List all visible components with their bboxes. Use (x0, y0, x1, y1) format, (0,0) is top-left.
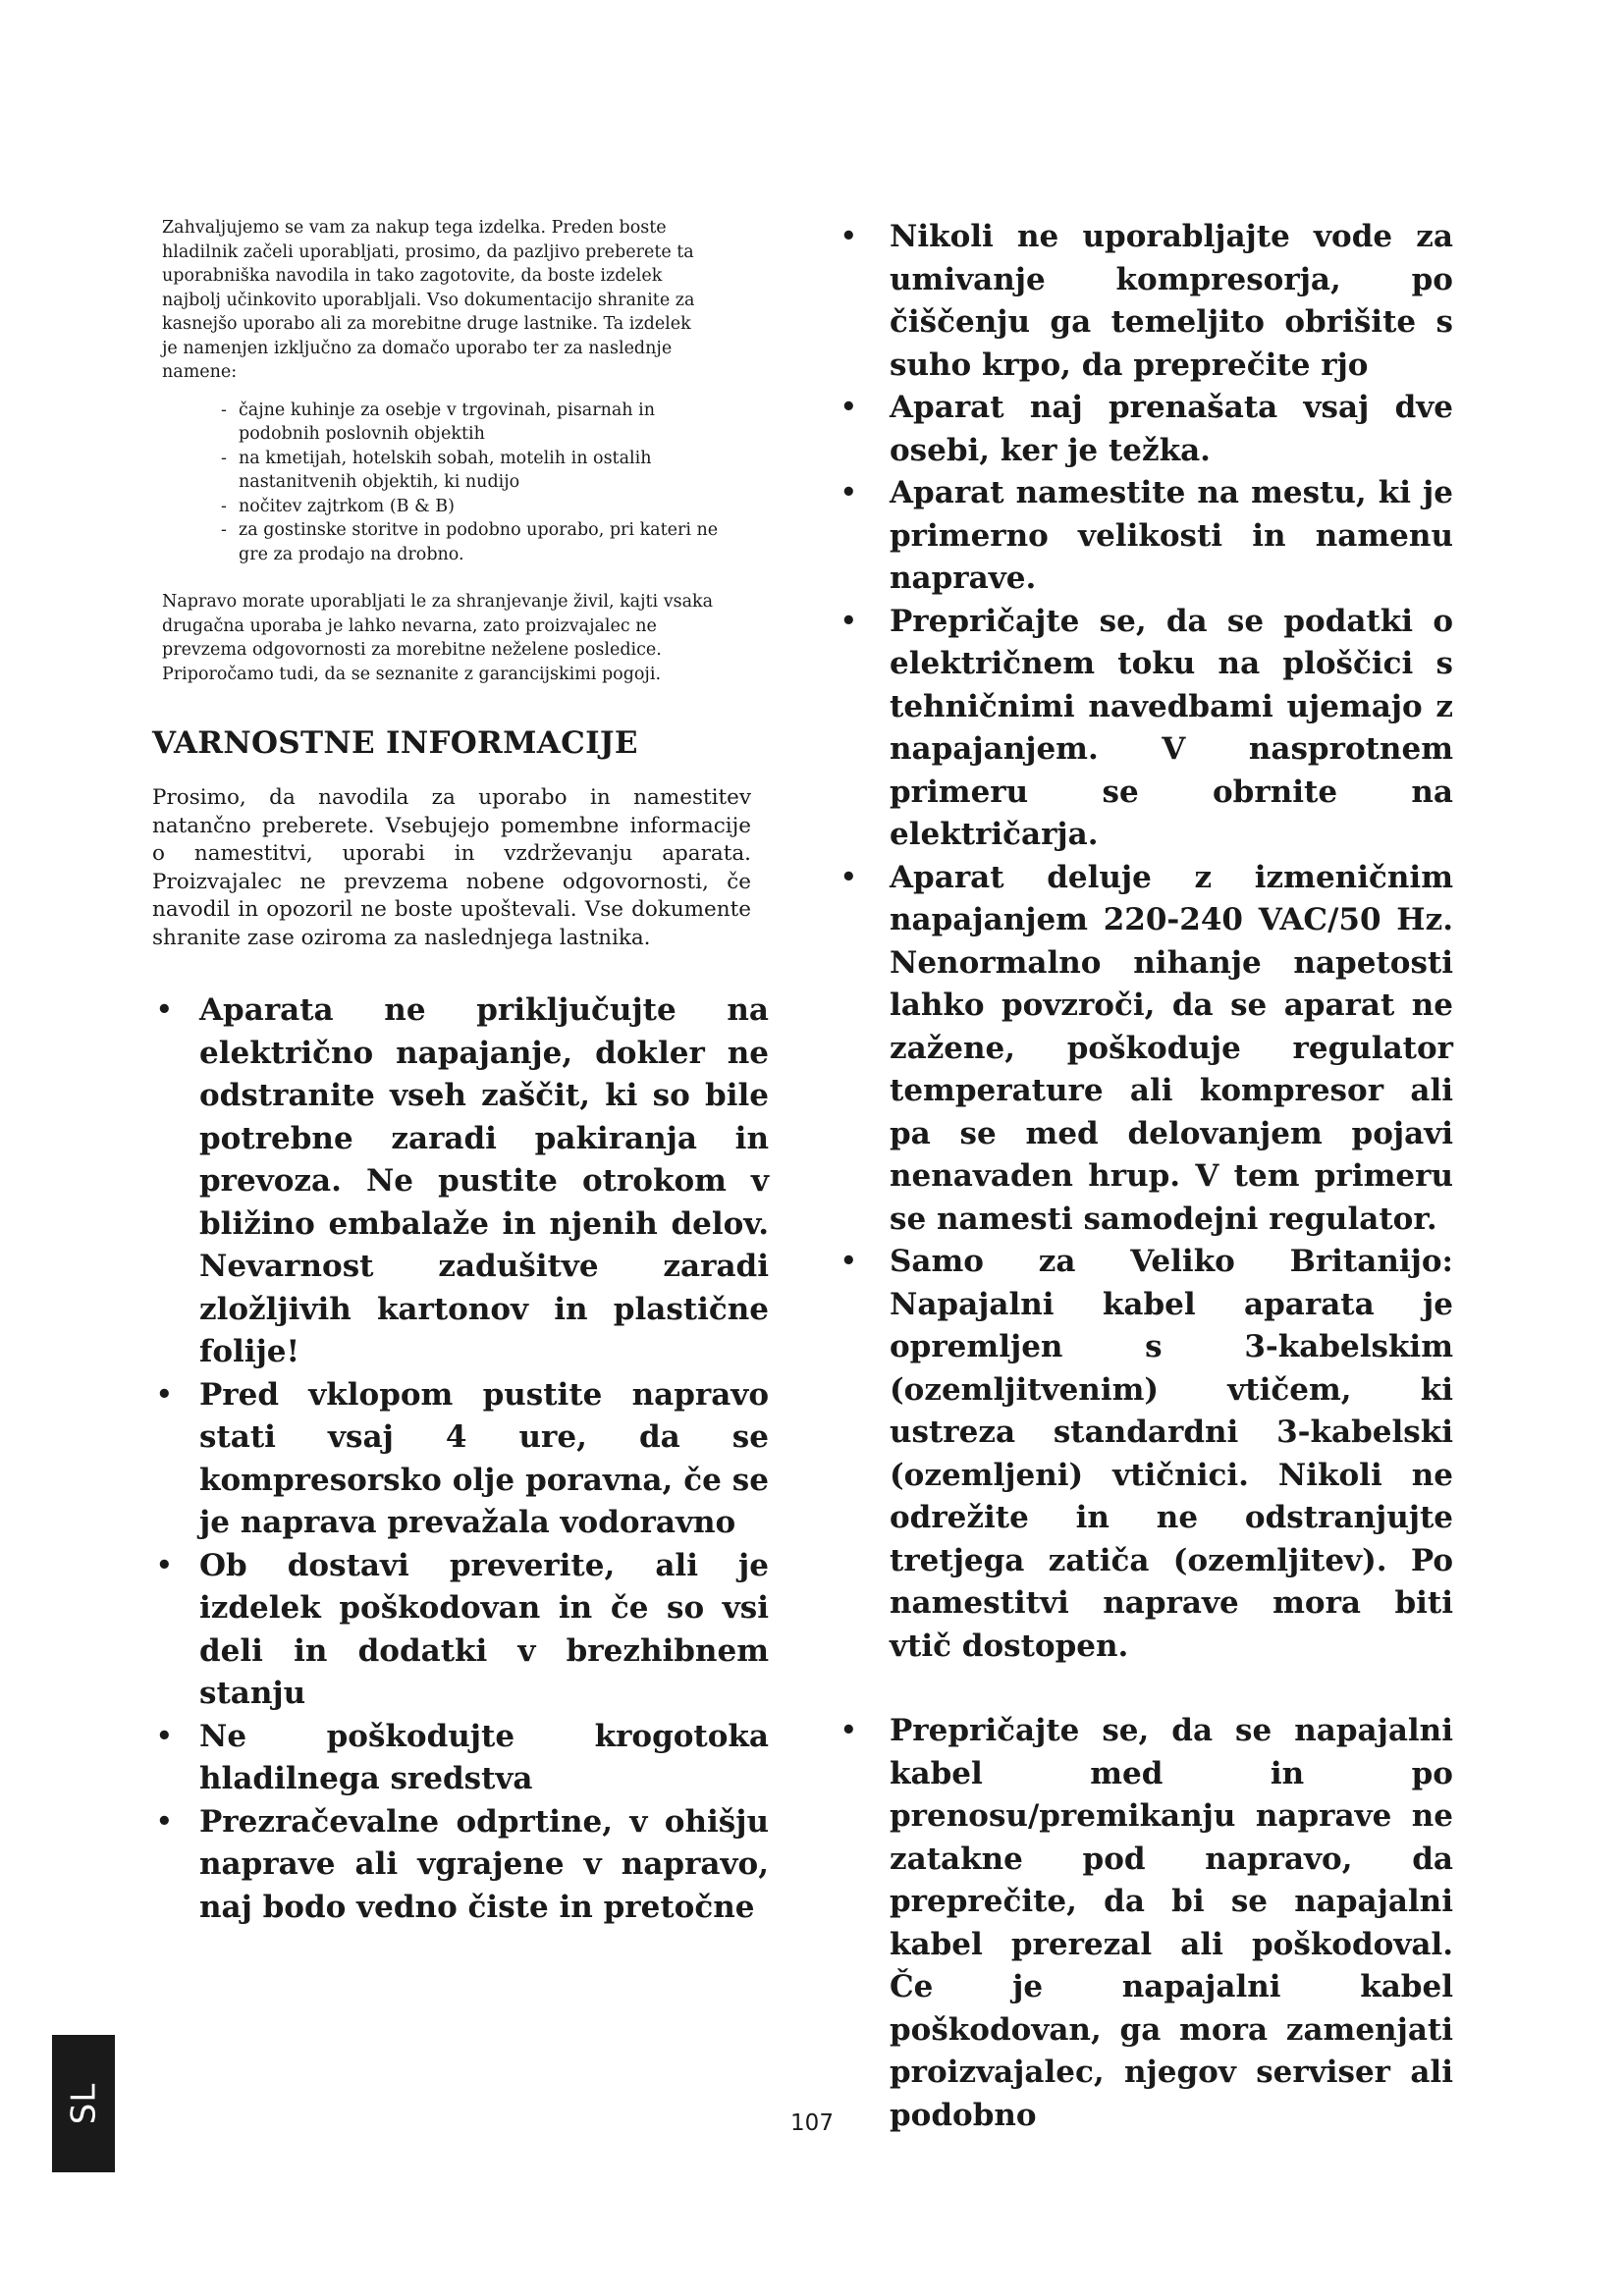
bullet-icon: • (840, 222, 857, 251)
use-item: - čajne kuhinje za osebje v trgovinah, pisarnah in podobnih poslovnih objektih (221, 400, 655, 444)
safety-section-title: VARNOSTNE INFORMACIJE (152, 725, 638, 761)
use-item: - na kmetijah, hotelskih sobah, motelih in ostalih nastanitvenih objektih, ki nudijo (221, 448, 652, 492)
safety-bullet-item: • Aparat deluje z izmeničnim napajanjem 220-240 VAC/50 Hz. Nenormalno nihanje napetosti lahko povzroči, da se aparat ne zažene, poškoduje regulator temperature ali kompresor ali pa se med delovanjem pojavi nenavaden hrup. V tem primeru se namesti samodejni regulator. (833, 857, 1453, 1242)
bullet-icon: • (156, 1721, 173, 1751)
bullet-icon: • (156, 995, 173, 1025)
safety-bullet-item: • Aparat namestite na mestu, ki je primerno velikosti in namenu naprave. (833, 472, 1453, 601)
intended-uses-list (221, 399, 731, 567)
left-column (152, 216, 771, 1929)
safety-bullet-item: • Aparat naj prenašata vsaj dve osebi, ker je težka. (833, 387, 1453, 472)
bullet-icon: • (840, 606, 857, 636)
dash-marker: - (221, 400, 227, 420)
safety-bullet-item: • Ne poškodujte krogotoka hladilnega sredstva (152, 1716, 769, 1801)
intro-paragraph: Zahvaljujemo se vam za nakup tega izdelka. Preden boste hladilnik začeli uporabljati, prosimo, da pazljivo preberete ta uporabniška navodila in tako zagotovite, da boste izdelek najbolj učinkovito uporabljali. Vso dokumentacijo shranite za kasnejšo uporabo ali za morebitne druge lastnike. Ta izdelek je namenjen izključno za domačo uporabo ter za naslednje namene: (162, 218, 695, 382)
bullet-icon: • (840, 478, 857, 507)
language-tab (52, 2035, 115, 2172)
right-column (833, 216, 1453, 2137)
safety-bullet-item: • Nikoli ne uporabljajte vode za umivanje kompresorja, po čiščenju ga temeljito obrišite s suho krpo, da preprečite rjo (833, 216, 1453, 387)
bullet-icon: • (840, 393, 857, 422)
safety-bullet-item: • Pred vklopom pustite napravo stati vsaj 4 ure, da se kompresorsko olje poravna, če se je naprava prevažala vodoravno (152, 1374, 769, 1545)
safety-intro-paragraph: Prosimo, da navodila za uporabo in namestitev natančno preberete. Vsebujejo pomembne informacije o namestitvi, uporabi in vzdrževanju aparata. Proizvajalec ne prevzema nobene odgovornosti, če navodil in opozoril ne boste upoštevali. Vse dokumente shranite zase oziroma za naslednjega lastnika. (152, 785, 751, 950)
dash-marker: - (221, 520, 227, 540)
bullet-icon: • (840, 1716, 857, 1745)
safety-bullet-item: • Prezračevalne odprtine, v ohišju naprave ali vgrajene v napravo, naj bodo vedno čiste in pretočne (152, 1801, 769, 1930)
bullet-icon: • (156, 1806, 173, 1837)
safety-bullets-right (833, 216, 1453, 2137)
safety-bullet-item: • Aparata ne priključujte na električno napajanje, dokler ne odstranite vseh zaščit, ki so bile potrebne zaradi pakiranja in prevoza. Ne pustite otrokom v bližino embalaže in njenih delov. Nevarnost zadušitve zaradi zložljivih kartonov in plastične folije! (152, 989, 769, 1374)
bullet-icon: • (840, 862, 857, 892)
dash-marker: - (221, 496, 227, 516)
bullet-icon: • (840, 1247, 857, 1276)
bullet-icon: • (156, 1379, 173, 1410)
dash-marker: - (221, 448, 227, 468)
safety-bullet-item: • Prepričajte se, da se podatki o električnem toku na ploščici s tehničnimi navedbami ujemajo z napajanjem. V nasprotnem primeru se obrnite na električarja. (833, 601, 1453, 857)
safety-bullets-left (152, 989, 771, 1929)
use-item: - nočitev zajtrkom (B & B) (221, 495, 731, 519)
use-item: - za gostinske storitve in podobno uporabo, pri kateri ne gre za prodajo na drobno. (221, 520, 719, 564)
safety-bullet-item: • Samo za Veliko Britanijo: Napajalni kabel aparata je opremljen s 3-kabelskim (ozemljitvenim) vtičem, ki ustreza standardni 3-kabelski (ozemljeni) vtičnici. Nikoli ne odrežite in ne odstranjujte tretjega zatiča (ozemljitev). Po namestitvi naprave mora biti vtič dostopen. (833, 1241, 1453, 1668)
safety-bullet-item: • Prepričajte se, da se napajalni kabel med in po prenosu/premikanju naprave ne zatakne pod napravo, da preprečite, da bi se napajalni kabel prerezal ali poškodoval. Če je napajalni kabel poškodovan, ga mora zamenjati proizvajalec, njegov serviser ali podobno (833, 1710, 1453, 2137)
safety-bullet-item: • Ob dostavi preverite, ali je izdelek poškodovan in če so vsi deli in dodatki v brezhibnem stanju (152, 1545, 769, 1716)
language-tab-label: SL (64, 2082, 103, 2125)
bullet-icon: • (156, 1550, 173, 1580)
usage-note-paragraph: Napravo morate uporabljati le za shranjevanje živil, kajti vsaka drugačna uporaba je lahko nevarna, zato proizvajalec ne prevzema odgovornosti za morebitne neželene posledice. Priporočamo tudi, da se seznanite z garancijskimi pogoji. (162, 592, 714, 684)
page-number: 107 (790, 2110, 834, 2136)
